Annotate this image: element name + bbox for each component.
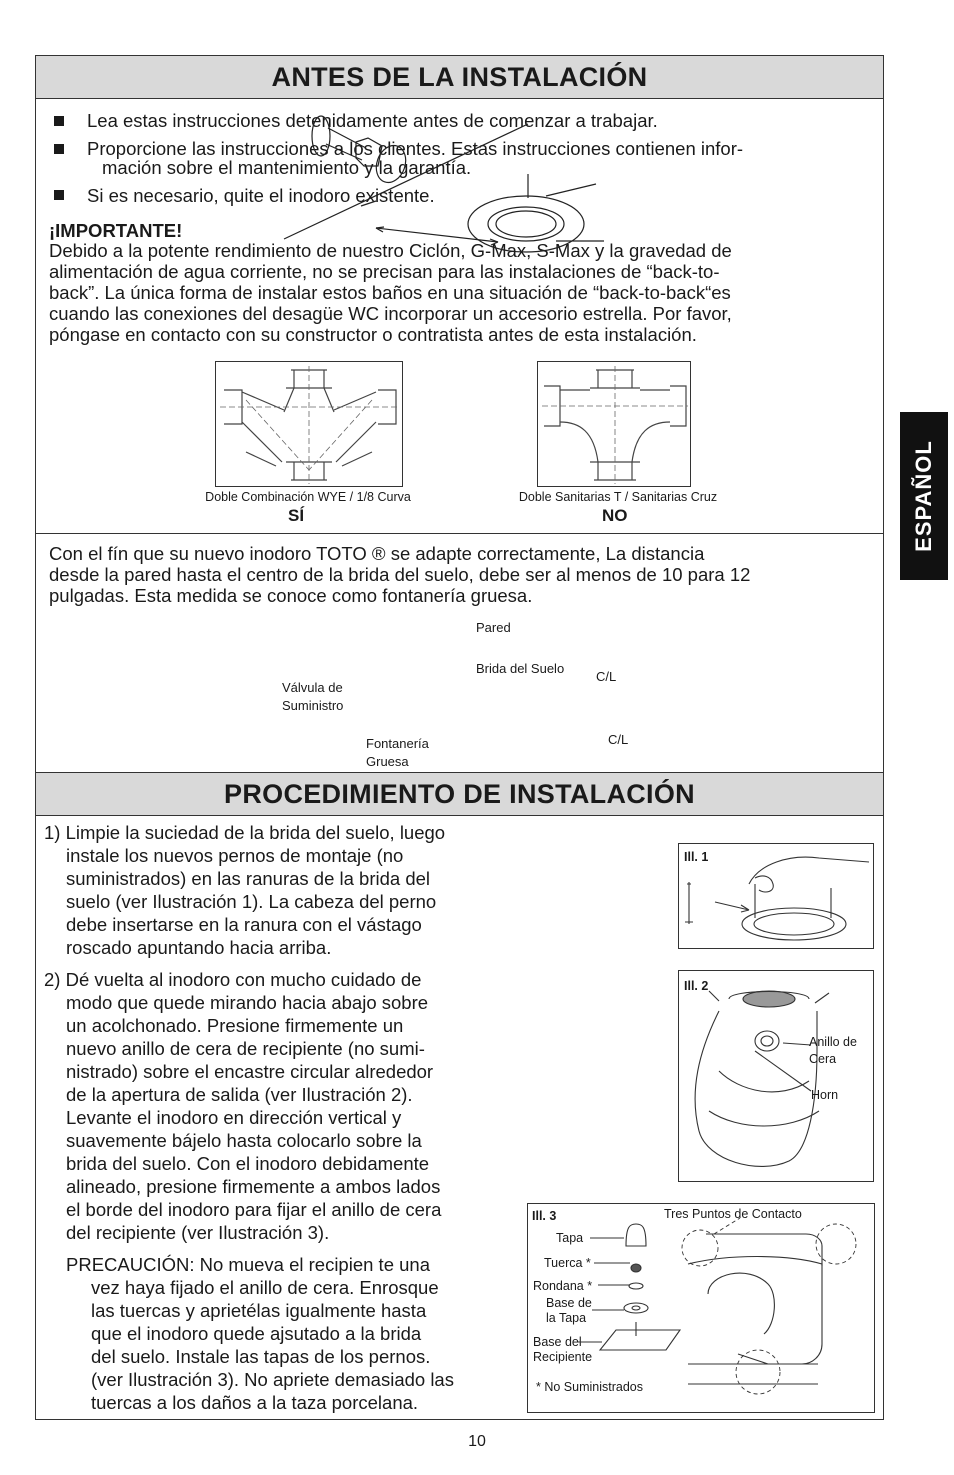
step2-line: alineado, presione firmemente a ambos lados [66,1176,441,1197]
divider [36,533,883,534]
ill3-note: * No Suministrados [536,1380,643,1394]
ill3-label: Ill. 3 [532,1209,557,1223]
important-line: Debido a la potente rendimiento de nuestro Ciclón, G-Max, S-Max y la gravedad de [49,240,732,261]
ill3-cap-label: Tapa [556,1231,584,1245]
caution-line: vez haya fijado el anillo de cera. Enrosque [91,1277,439,1298]
caution-line: PRECAUCIÓN: No mueva el recipien te una [66,1254,430,1275]
step2-line: 2) Dé vuelta al inodoro con mucho cuidado de [44,969,422,990]
label-centerline-1: C/L [596,669,617,684]
fig-no-label: NO [602,506,628,525]
caution-line: del suelo. Instale las tapas de los pernos. [91,1346,431,1367]
ill3-washer-label: Rondana * [533,1279,593,1293]
ill2-horn-label: Horn [811,1088,839,1102]
step1-line: 1) Limpie la suciedad de la brida del suelo, luego [44,822,446,843]
section-title-install-procedure: PROCEDIMIENTO DE INSTALACIÓN [36,772,883,816]
important-line: alimentación de agua corriente, no se precisan para las instalaciones de “back-to- [49,261,720,282]
step2-line: modo que quede mirando hacia abajo sobre [66,992,429,1013]
caution-line: tuercas a los daños a la taza porcelana. [91,1392,419,1413]
wye-fitting-diagram [215,361,403,487]
step2-line: de la apertura de salida (ver Ilustración 2). [66,1084,413,1105]
ill2-wax-ring-label: Anillo de [809,1035,857,1049]
illustration-1 [678,843,874,949]
important-line: back”. La única forma de instalar estos baños en una situación de “back-to-back“es [49,282,731,303]
step1-line: debe insertarse en la ranura con el vástago [66,914,422,935]
caution-line: (ver Ilustración 3). No apriete demasiado las [91,1369,454,1390]
important-label: ¡IMPORTANTE! [49,220,183,241]
illustration-2 [678,970,874,1182]
page-frame [35,55,884,1420]
rough-in-diagram [36,56,885,256]
step2-line: un acolchonado. Presione firmemente un [66,1015,404,1036]
toilet-wax-ring-drawing [679,971,875,1183]
step1-line: roscado apuntando hacia arriba. [66,937,332,958]
important-line: cuando las conexiones del desagüe WC incorporar un accesorio estrella. Por favor, [49,303,732,324]
illustration-3 [527,1203,875,1413]
rough-in-line: Con el fín que su nuevo inodoro TOTO ® se adapte correctamente, La distancia [49,543,705,564]
ill3-bowl-base-label: Base del [533,1335,582,1349]
ill3-cap-base-label-2: la Tapa [546,1311,587,1325]
step2-line: nuevo anillo de cera de recipiente (no sumi- [66,1038,425,1059]
ill2-label: Ill. 2 [684,979,709,993]
ill2-wax-ring-label-2: Cera [809,1052,837,1066]
bullet-text: Proporcione las instrucciones a los clientes. Estas instrucciones contienen infor- [87,138,744,159]
label-centerline-2: C/L [608,732,629,747]
caution-line: las tuercas y aprietélas igualmente hasta [91,1300,427,1321]
step2-line: del recipiente (ver Ilustración 3). [66,1222,330,1243]
ill3-nut-label: Tuerca * [544,1256,591,1270]
ill3-bowl-base-label-2: Recipiente [533,1350,593,1364]
step1-line: suelo (ver Ilustración 1). La cabeza del perno [66,891,437,912]
page-number: 10 [468,1433,486,1450]
fig-yes-label: SÍ [288,506,305,525]
step2-line: el borde del inodoro para fijar el anillo de cera [66,1199,442,1220]
language-tab-label: ESPAÑOL [911,440,936,552]
bullet-text: Si es necesario, quite el inodoro existente. [87,185,435,206]
rough-in-line: pulgadas. Esta medida se conoce como fontanería gruesa. [49,585,533,606]
fig-no-caption: Doble Sanitarias T / Sanitarias Cruz [518,490,718,504]
step2-line: suavemente bájelo hasta colocarlo sobre la [66,1130,422,1151]
rough-in-line: desde la pared hasta el centro de la brida del suelo, debe ser al menos de 10 para 12 [49,564,751,585]
language-tab [900,412,948,580]
important-line: póngase en contacto con su constructor o contratista antes de esta instalación. [49,324,697,345]
step2-line: brida del suelo. Con el inodoro debidamente [66,1153,430,1174]
fig-yes-caption: Doble Combinación WYE / 1/8 Curva [205,490,411,504]
label-rough-in-2: Gruesa [366,754,409,769]
step2-line: Levante el inodoro en dirección vertical y [66,1107,402,1128]
caution-line: que el inodoro quede ajsutado a la brida [91,1323,422,1344]
sanitary-tee-diagram [537,361,691,487]
label-rough-in: Fontanería [366,736,429,751]
label-supply-valve: Válvula de [282,680,343,695]
toilet-bolt-parts-drawing [528,1204,876,1414]
label-floor-flange: Brida del Suelo [476,661,565,676]
step2-line: nistrado) sobre el encastre circular alrededor [66,1061,434,1082]
step1-line: instale los nuevos pernos de montaje (no [66,845,404,866]
step1-line: suministrados) en las ranuras de la brida del [66,868,431,889]
bullet-text-continued: mación sobre el mantenimiento y la garantía. [102,157,472,178]
ill3-cap-base-label: Base de [546,1296,592,1310]
label-supply-valve-2: Suministro [282,698,344,713]
ill1-label: Ill. 1 [684,850,709,864]
bolt-flange-drawing [679,844,875,950]
ill3-contact-points-label: Tres Puntos de Contacto [664,1207,802,1221]
section-title-before-install: ANTES DE LA INSTALACIÓN [36,56,883,99]
bullet-text: Lea estas instrucciones detenidamente antes de comenzar a trabajar. [87,110,658,131]
label-wall: Pared [476,620,511,635]
